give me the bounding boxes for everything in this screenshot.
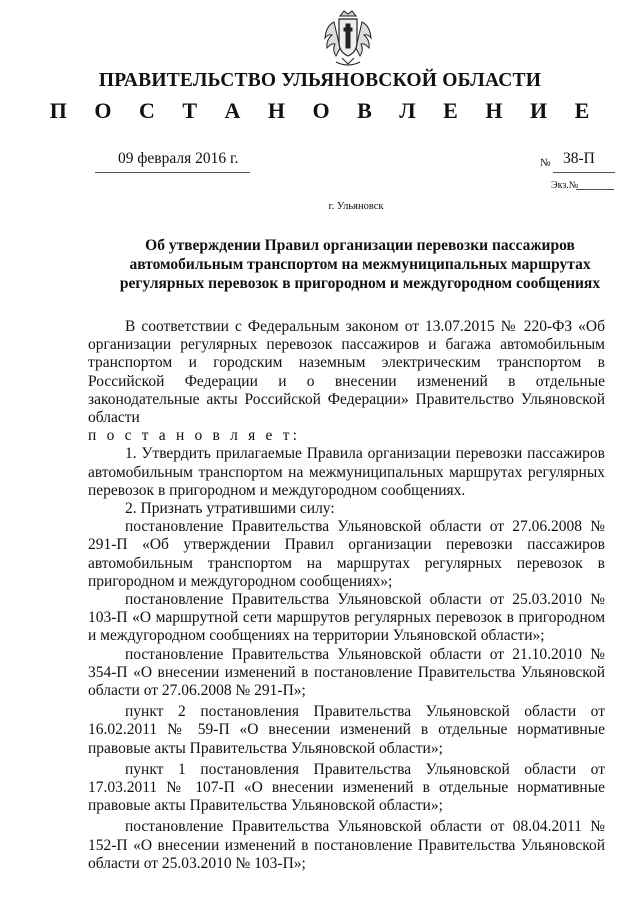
- coat-of-arms-icon: [322, 8, 374, 70]
- paragraph-2: 2. Признать утратившими силу:: [125, 500, 335, 518]
- paragraph-1: 1. Утвердить прилагаемые Правила организации перевозки пассажиров автомобильным транспортом на межмуниципальных маршрутах регулярных перевозок в пригородном и междугородном сообщениях.: [88, 445, 605, 499]
- number-underline: [553, 172, 615, 173]
- government-name: ПРАВИТЕЛЬСТВО УЛЬЯНОВСКОЙ ОБЛАСТИ: [98, 70, 542, 91]
- list-item: постановление Правительства Ульяновской области от 27.06.2008 № 291-П «Об утверждении Правил организации перевозки пассажиров автомобильным транспортом на маршрутах регулярных перевозок в пригородном и междугородном сообщениях»;: [88, 518, 605, 590]
- document-number: 38-П: [563, 150, 595, 167]
- copy-number-underline: [576, 189, 614, 190]
- resolves-line: п о с т а н о в л я е т:: [88, 427, 301, 445]
- number-prefix: №: [540, 157, 551, 169]
- date-underline: [95, 172, 250, 173]
- city: г. Ульяновск: [328, 201, 384, 212]
- list-item: постановление Правительства Ульяновской области от 08.04.2011 № 152-П «О внесении изменений в постановление Правительства Ульяновской области от 25.03.2010 № 103-П»;: [88, 818, 605, 872]
- document-type: П О С Т А Н О В Л Е Н И Е: [49, 98, 601, 123]
- document-title: Об утверждении Правил организации перевозки пассажиров автомобильным транспортом на межмуниципальных маршрутах регулярных перевозок в пригородном и междугородном сообщениях: [119, 237, 601, 292]
- list-item: постановление Правительства Ульяновской области от 25.03.2010 № 103-П «О маршрутной сети маршрутов регулярных перевозок в пригородном и междугородном сообщениях на территории Ульяновской области»;: [88, 591, 605, 645]
- copy-number-label: Экз.№: [551, 180, 579, 191]
- intro-paragraph: В соответствии с Федеральным законом от 13.07.2015 № 220-ФЗ «Об организации регулярных перевозок пассажиров и багажа автомобильным транспортом и городским наземным электрическим транспортом в Российской Федерации и о внесении изменений в отдельные законодательные акты Российской Федерации» Правительство Ульяновской области: [88, 318, 605, 427]
- list-item: постановление Правительства Ульяновской области от 21.10.2010 № 354-П «О внесении изменений в постановление Правительства Ульяновской области от 27.06.2008 № 291-П»;: [88, 645, 605, 700]
- document-body: [88, 318, 605, 873]
- document-date: 09 февраля 2016 г.: [118, 150, 239, 167]
- list-item: пункт 1 постановления Правительства Ульяновской области от 17.03.2011 № 107-П «О внесении изменений в отдельные нормативные правовые акты Правительства Ульяновской области»;: [88, 760, 605, 815]
- list-item: пункт 2 постановления Правительства Ульяновской области от 16.02.2011 № 59-П «О внесении изменений в отдельные нормативные правовые акты Правительства Ульяновской области»;: [88, 703, 605, 757]
